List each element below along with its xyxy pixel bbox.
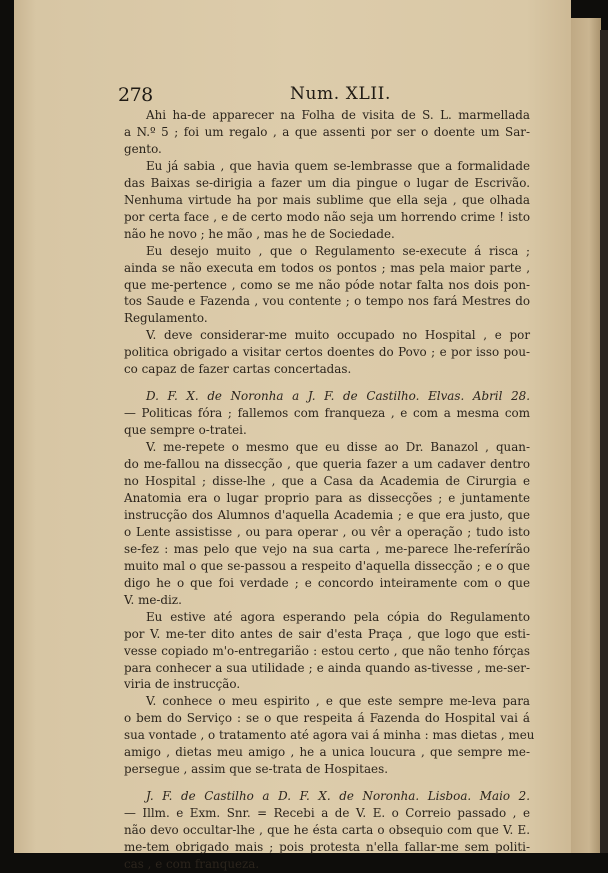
text-line: politica obrigado a visitar certos doentes do Povo ; e por isso pou- (124, 345, 530, 360)
page-shadow (600, 30, 608, 853)
text-line: Regulamento. (124, 311, 208, 326)
text-line: ainda se não executa em todos os pontos ; mas pela maior parte , (124, 260, 530, 275)
text-line: que sempre o-tratei. (124, 423, 247, 438)
text-line: Eu desejo muito , que o Regulamento se-execute á risca ; (146, 243, 530, 258)
body-text (124, 107, 535, 873)
text-line: se-fez : mas pelo que vejo na sua carta , me-parece lhe-referírão (124, 541, 530, 556)
section-title: Num. XLII. (290, 84, 391, 104)
text-line: amigo , dietas meu amigo , he a unica loucura , que sempre me- (124, 745, 530, 760)
text-line: do me-fallou na dissecção , que queria fazer a um cadaver dentro (124, 457, 530, 472)
text-line: gento. (124, 141, 162, 156)
text-line: a N.º 5 ; foi um regalo , a que assenti por ser o doente um Sar- (124, 124, 530, 139)
text-line: Nenhuma virtude ha por mais sublime que ella seja , que olhada (124, 192, 530, 207)
text-line: V. me-diz. (124, 592, 182, 607)
text-line: instrucção dos Alumnos d'aquella Academia ; e que era justo, que (124, 507, 530, 522)
text-line: para conhecer a sua utilidade ; e ainda quando as-tivesse , me-ser- (124, 660, 530, 675)
text-line: Eu já sabia , que havia quem se-lembrasse que a formalidade (146, 158, 530, 173)
text-line: V. me-repete o mesmo que eu disse ao Dr. Banazol , quan- (146, 440, 530, 455)
text-line: das Baixas se-dirigia a fazer um dia pingue o lugar de Escrivão. (124, 175, 530, 190)
text-line: — Illm. e Exm. Snr. = Recebi a de V. E. o Correio passado , e (124, 806, 530, 821)
text-line: o Lente assistisse , ou para operar , ou vêr a operação ; tudo isto (124, 524, 530, 539)
text-line: vesse copiado m'o-entregarião : estou certo , que não tenho fórças (124, 643, 530, 658)
paragraph-gap (124, 778, 530, 788)
letter-heading-line: J. F. de Castilho a D. F. X. de Noronha. Lisboa. Maio 2. (146, 789, 530, 804)
text-line: por certa face , e de certo modo não seja um horrendo crime ! isto (124, 209, 530, 224)
text-line: tos Saude e Fazenda , vou contente ; o tempo nos fará Mestres do (124, 294, 530, 309)
text-line: Eu estive até agora esperando pela cópia do Regulamento (146, 609, 530, 624)
text-line: sua vontade , o tratamento até agora vai á minha : mas dietas , meu (124, 728, 535, 743)
text-line: digo he o que foi verdade ; e concordo inteiramente com o que (124, 575, 530, 590)
page-number: 278 (118, 84, 153, 106)
text-line: não he novo ; he mão , mas he de Sociedade. (124, 226, 395, 241)
text-line: o bem do Serviço : se o que respeita á Fazenda do Hospital vai á (124, 711, 530, 726)
text-line: — Politicas fóra ; fallemos com franqueza , e com a mesma com (124, 406, 530, 421)
text-line: muito mal o que se-passou a respeito d'aquella dissecção ; e o que (124, 558, 530, 573)
letter-heading-line: D. F. X. de Noronha a J. F. de Castilho. Elvas. Abril 28. (146, 389, 530, 404)
text-line: viria de instrucção. (124, 677, 241, 692)
text-line: V. deve considerar-me muito occupado no Hospital , e por (146, 328, 530, 343)
page-edge (571, 18, 601, 853)
text-line: por V. me-ter dito antes de sair d'esta Praça , que logo que esti- (124, 626, 530, 641)
text-line: co capaz de fazer cartas concertadas. (124, 362, 352, 377)
text-line: cas , e com franqueza. (124, 856, 260, 871)
text-line: que me-pertence , como se me não póde notar falta nos dois pon- (124, 277, 530, 292)
text-line: no Hospital ; disse-lhe , que a Casa da Academia de Cirurgia e (124, 474, 530, 489)
text-line: não devo occultar-lhe , que he ésta carta o obsequio com que V. E. (124, 823, 530, 838)
text-line: persegue , assim que se-trata de Hospitaes. (124, 762, 388, 777)
text-line: Anatomia era o lugar proprio para as dissecções ; e juntamente (124, 490, 530, 505)
running-header (118, 84, 438, 108)
text-line: V. conhece o meu espirito , e que este sempre me-leva para (146, 694, 530, 709)
paragraph-gap (124, 378, 530, 388)
text-line: me-tem obrigado mais ; pois protesta n'ella fallar-me sem politi- (124, 840, 530, 855)
text-line: Ahi ha-de apparecer na Folha de visita de S. L. marmellada (146, 108, 530, 122)
